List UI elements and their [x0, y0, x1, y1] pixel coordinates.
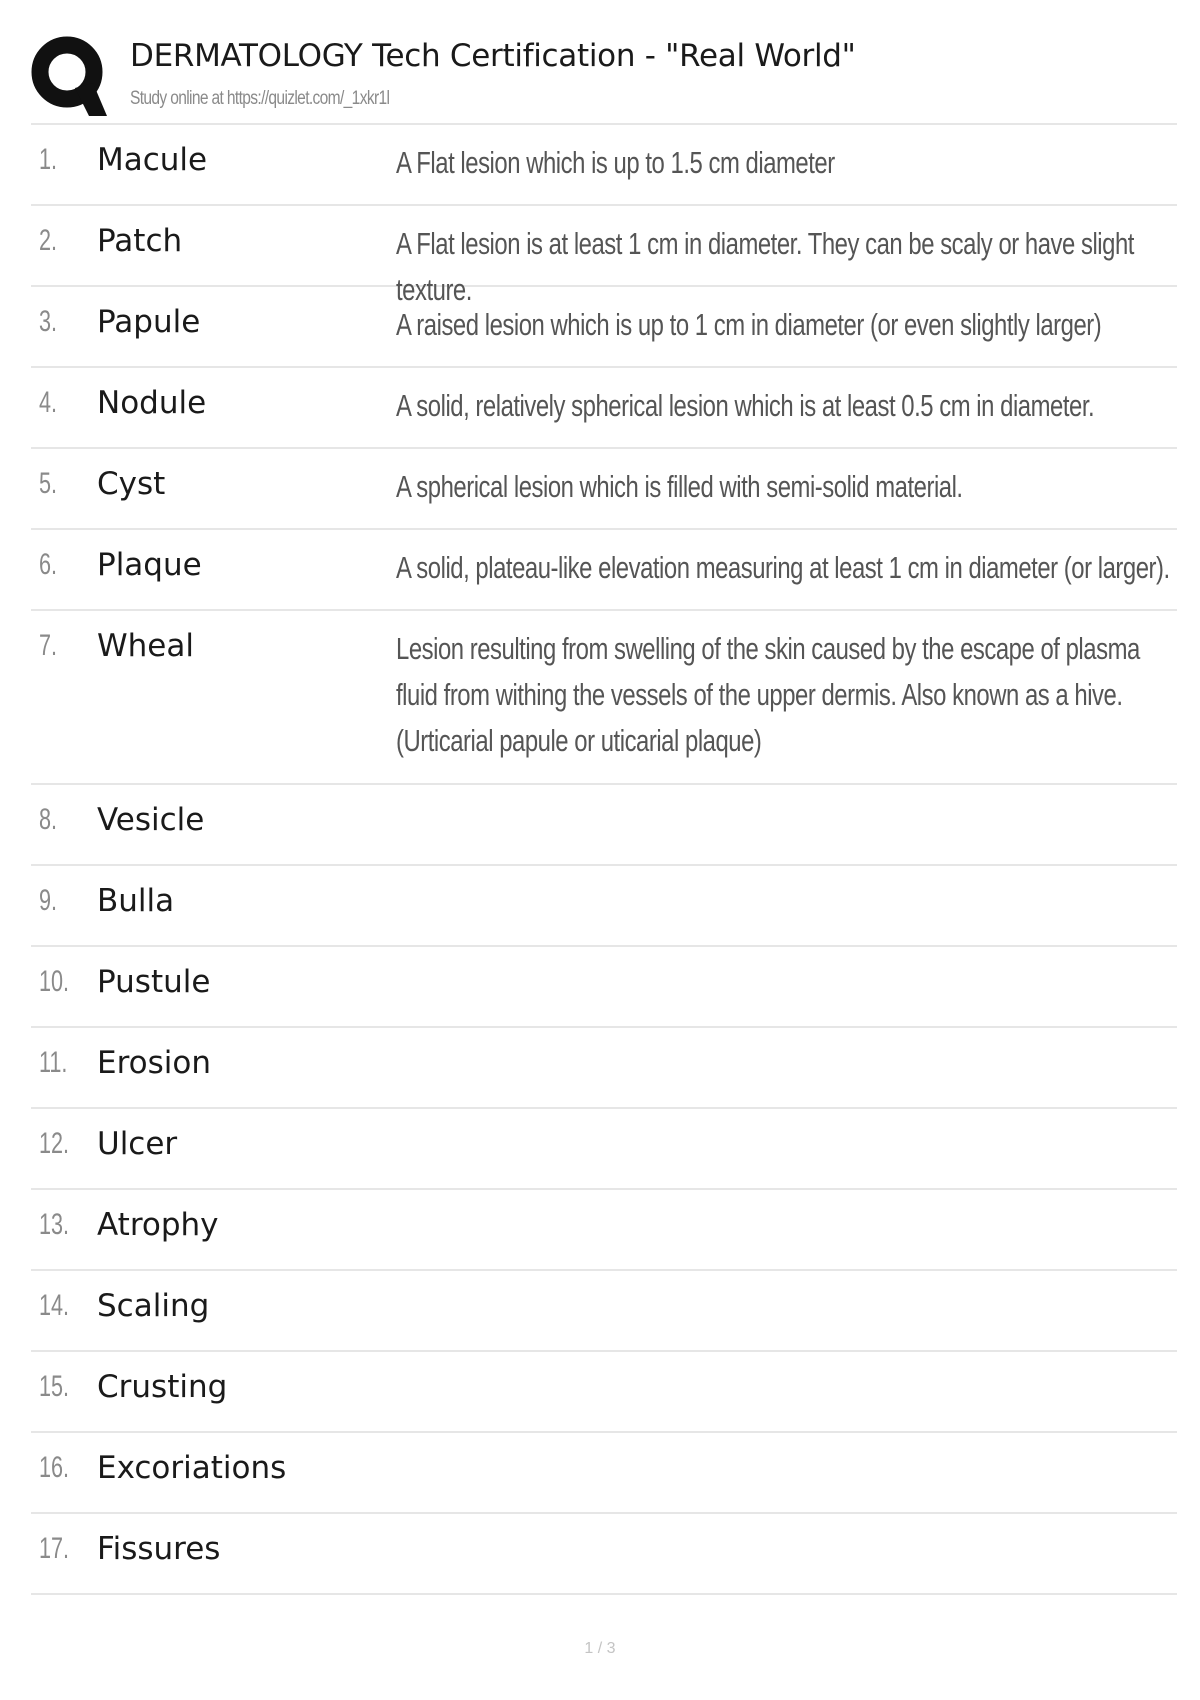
- flashcard-row: [31, 287, 1177, 368]
- row-number: 11.: [39, 1046, 68, 1079]
- flashcard-list: [31, 125, 1177, 1595]
- flashcard-row: [31, 530, 1177, 611]
- document-page: [31, 0, 1177, 1700]
- term: Cyst: [97, 466, 166, 502]
- page-number: 1 / 3: [584, 1640, 616, 1657]
- definition: A solid, plateau-like elevation measuring at least 1 cm in diameter (or larger).: [396, 550, 1170, 585]
- term: Atrophy: [97, 1207, 219, 1243]
- term: Erosion: [97, 1045, 211, 1081]
- term: Crusting: [97, 1369, 228, 1405]
- definition: A Flat lesion is at least 1 cm in diameter. They can be scaly or have slight texture.: [396, 226, 1134, 307]
- term: Excoriations: [97, 1450, 287, 1486]
- flashcard-row: [31, 1514, 1177, 1595]
- row-number: 12.: [39, 1127, 70, 1160]
- row-number: 9.: [39, 884, 58, 917]
- flashcard-row: [31, 1433, 1177, 1514]
- flashcard-row: [31, 449, 1177, 530]
- definition: Lesion resulting from swelling of the skin caused by the escape of plasma fluid from withing the vessels of the upper dermis. Also known as a hive. (Urticarial papule or uticarial plaque): [396, 631, 1140, 758]
- term: Vesicle: [97, 802, 205, 838]
- term: Patch: [97, 223, 183, 259]
- definition: A raised lesion which is up to 1 cm in diameter (or even slightly larger): [396, 307, 1102, 342]
- row-number: 15.: [39, 1370, 70, 1403]
- term: Scaling: [97, 1288, 210, 1324]
- term: Macule: [97, 142, 208, 178]
- document-header: [31, 0, 1177, 124]
- row-number: 8.: [39, 803, 58, 836]
- row-number: 13.: [39, 1208, 70, 1241]
- flashcard-row: [31, 785, 1177, 866]
- row-number: 10.: [39, 965, 70, 998]
- term: Bulla: [97, 883, 175, 919]
- term: Pustule: [97, 964, 211, 1000]
- row-number: 14.: [39, 1289, 70, 1322]
- document-title: DERMATOLOGY Tech Certification - "Real World": [130, 38, 856, 74]
- quizlet-q-logo-svg: [31, 34, 107, 116]
- flashcard-row: [31, 947, 1177, 1028]
- row-number: 3.: [39, 305, 58, 338]
- term: Nodule: [97, 385, 207, 421]
- flashcard-row: [31, 1109, 1177, 1190]
- row-number: 4.: [39, 386, 58, 419]
- row-number: 7.: [39, 629, 58, 662]
- definition: A Flat lesion which is up to 1.5 cm diameter: [396, 145, 835, 180]
- flashcard-row: [31, 1271, 1177, 1352]
- row-number: 2.: [39, 224, 58, 257]
- row-number: 16.: [39, 1451, 70, 1484]
- row-number: 1.: [39, 143, 58, 176]
- term: Fissures: [97, 1531, 221, 1567]
- row-number: 5.: [39, 467, 58, 500]
- flashcard-row: [31, 1352, 1177, 1433]
- row-number: 17.: [39, 1532, 70, 1565]
- study-online-url[interactable]: Study online at https://quizlet.com/_1xkr1l: [130, 88, 390, 109]
- term: Ulcer: [97, 1126, 178, 1162]
- definition: A spherical lesion which is filled with semi-solid material.: [396, 469, 963, 504]
- flashcard-row: [31, 866, 1177, 947]
- flashcard-row: [31, 125, 1177, 206]
- term: Plaque: [97, 547, 202, 583]
- term: Papule: [97, 304, 201, 340]
- flashcard-row: [31, 206, 1177, 307]
- flashcard-row: [31, 1190, 1177, 1271]
- term: Wheal: [97, 628, 194, 664]
- flashcard-row: [31, 1028, 1177, 1109]
- flashcard-row: [31, 368, 1177, 449]
- quizlet-q-logo-icon: [31, 34, 107, 116]
- row-number: 6.: [39, 548, 58, 581]
- flashcard-row: [31, 611, 1177, 785]
- definition: A solid, relatively spherical lesion which is at least 0.5 cm in diameter.: [396, 388, 1095, 423]
